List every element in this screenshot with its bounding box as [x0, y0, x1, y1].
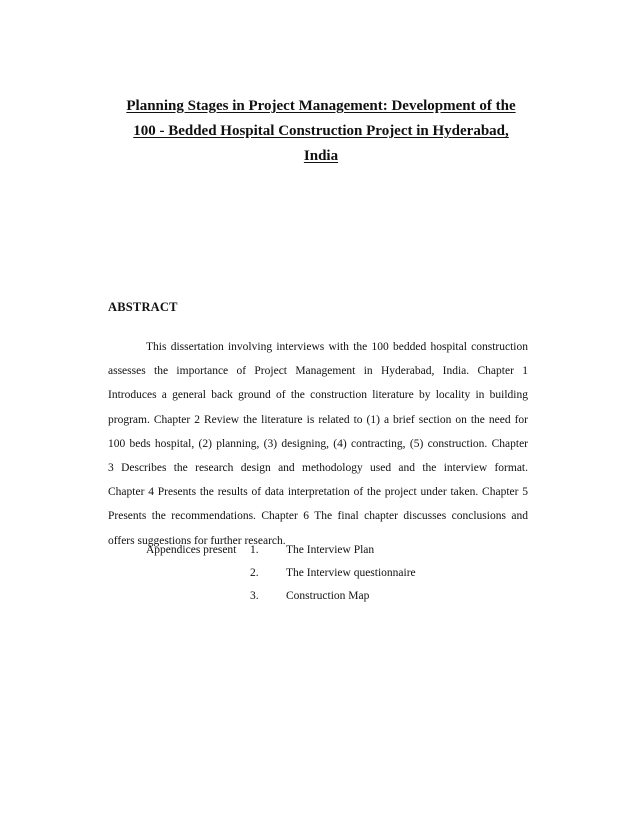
abstract-line: 3 Describes the research design and methodology used and the interview format.	[108, 461, 528, 474]
abstract-line: 100 beds hospital, (2) planning, (3) designing, (4) contracting, (5) construction. Chapter	[108, 437, 528, 450]
title-line: 100 - Bedded Hospital Construction Project in Hyderabad,	[133, 123, 509, 139]
abstract-heading: ABSTRACT	[108, 300, 178, 314]
abstract-line: program. Chapter 2 Review the literature is related to (1) a brief section on the need for	[108, 413, 528, 426]
appendix-text: Construction Map	[286, 590, 370, 602]
abstract-line: Introduces a general back ground of the construction literature by locality in building	[108, 389, 528, 402]
appendix-text: The Interview questionnaire	[286, 567, 416, 579]
document-title	[108, 94, 534, 169]
appendices-intro: Appendices present	[146, 544, 237, 556]
abstract-line: assesses the importance of Project Management in Hyderabad, India. Chapter 1	[108, 365, 528, 378]
title-line: India	[303, 148, 339, 164]
abstract-line: Presents the recommendations. Chapter 6 The final chapter discusses conclusions and	[108, 510, 528, 523]
appendix-number: 3.	[250, 590, 259, 602]
appendix-text: The Interview Plan	[286, 544, 375, 556]
appendix-number: 2.	[250, 567, 259, 579]
abstract-body	[108, 335, 528, 553]
abstract-line: offers suggestions for further research.	[108, 534, 286, 547]
abstract-line: This dissertation involving interviews with the 100 bedded hospital construction	[146, 341, 528, 353]
abstract-line: Chapter 4 Presents the results of data interpretation of the project under taken. Chapter 5	[108, 486, 528, 499]
title-line: Planning Stages in Project Management: Development of the	[126, 98, 516, 114]
appendix-number: 1.	[250, 544, 259, 556]
